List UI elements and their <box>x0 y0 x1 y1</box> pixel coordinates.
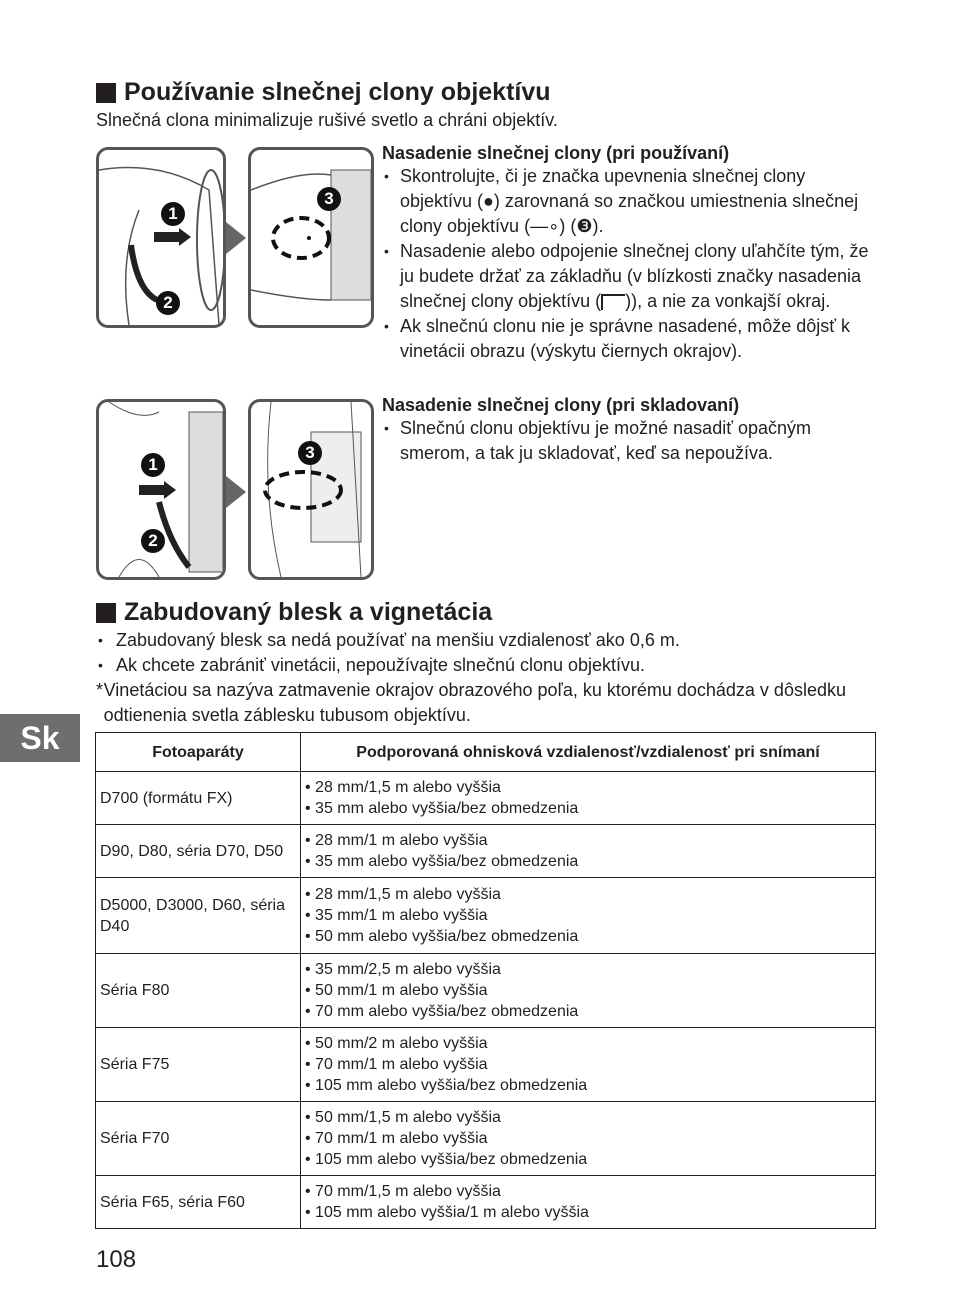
step-2-marker: 2 <box>141 529 165 553</box>
range-text: 35 mm/2,5 m alebo vyššia <box>315 961 501 978</box>
range-item <box>305 926 871 947</box>
step-3-marker: 3 <box>317 187 341 211</box>
illustration-attach-step3 <box>248 147 374 328</box>
range-text: 28 mm/1,5 m alebo vyššia <box>315 779 501 796</box>
heading-text: Zabudovaný blesk a vignetácia <box>124 598 493 626</box>
next-arrow-icon <box>226 476 246 508</box>
bullet: • <box>305 779 316 796</box>
bullet: • <box>305 800 316 817</box>
table-row <box>96 1176 876 1229</box>
table-row <box>96 954 876 1028</box>
focal-range-cell <box>301 1102 876 1176</box>
range-text: 50 mm alebo vyššia/bez obmedzenia <box>315 928 579 945</box>
intro-text: Slnečná clona minimalizuje rušivé svetlo a chráni objektív. <box>96 110 558 130</box>
range-item <box>305 1181 871 1202</box>
table-row <box>96 825 876 878</box>
bullet: • <box>305 1056 316 1073</box>
table-header-row <box>96 733 876 772</box>
camera-cell: Séria F75 <box>96 1028 301 1102</box>
range-text: 105 mm alebo vyššia/1 m alebo vyššia <box>315 1204 589 1221</box>
range-text: 70 mm/1 m alebo vyššia <box>315 1056 488 1073</box>
subheading-in-use: Nasadenie slnečnej clony (pri používaní) <box>382 143 730 163</box>
heading-text: Používanie slnečnej clony objektívu <box>124 78 551 106</box>
section-heading-lens-hood <box>96 78 551 107</box>
illustration-storage-step3 <box>248 399 374 580</box>
header-focal-range: Podporovaná ohnisková vzdialenosť/vzdialenosť pri snímaní <box>301 733 876 772</box>
bullet-no-hood: • Ak chcete zabrániť vinetácii, nepoužívajte slnečnú clonu objektívu. <box>96 653 876 678</box>
text: )), a nie za vonkajší okraj. <box>625 291 831 311</box>
bullet: • <box>305 907 316 924</box>
square-bullet-icon <box>96 83 116 103</box>
bullet: • <box>305 853 316 870</box>
header-cameras: Fotoaparáty <box>96 733 301 772</box>
step-1-marker: 1 <box>161 202 185 226</box>
focal-range-cell <box>301 1028 876 1102</box>
bullet: • <box>305 1109 316 1126</box>
bullet: • <box>305 1151 316 1168</box>
range-item <box>305 830 871 851</box>
range-text: 50 mm/1,5 m alebo vyššia <box>315 1109 501 1126</box>
text: Nasadenie alebo odpojenie slnečnej clony uľahčíte tým, že ju budete držať za základňu (v blízkosti značky nasadenia slnečnej clony objektívu ( <box>400 241 869 311</box>
bullet: • <box>305 961 316 978</box>
step-3-inline-icon: ❸ <box>576 216 593 236</box>
range-item <box>305 798 871 819</box>
range-text: 105 mm alebo vyššia/bez obmedzenia <box>315 1077 588 1094</box>
bullet: • <box>305 1204 316 1221</box>
step-3-marker: 3 <box>298 441 322 465</box>
table-row <box>96 1028 876 1102</box>
camera-cell: D5000, D3000, D60, séria D40 <box>96 878 301 954</box>
range-text: 50 mm/2 m alebo vyššia <box>315 1035 488 1052</box>
flash-notes <box>96 628 876 728</box>
range-item <box>305 1001 871 1022</box>
camera-cell: D700 (formátu FX) <box>96 772 301 825</box>
focal-range-cell <box>301 954 876 1028</box>
range-item <box>305 1107 871 1128</box>
compatibility-table <box>95 732 876 1229</box>
bullet: • <box>305 928 316 945</box>
language-tab: Sk <box>0 714 80 762</box>
focal-range-cell <box>301 825 876 878</box>
bullet: • <box>305 1183 316 1200</box>
bullet-flash-distance: • Zabudovaný blesk sa nedá používať na menšiu vzdialenosť ako 0,6 m. <box>96 628 876 653</box>
bullet-check-marks <box>382 164 872 239</box>
bullet-vignetting-warning: • Ak slnečnú clonu nie je správne nasadené, môže dôjsť k vinetácii obrazu (výskytu čiernych okrajov). <box>382 314 872 364</box>
text: ) zarovnaná so značkou umiestnenia slnečnej clony objektívu ( <box>400 191 859 236</box>
range-text: 70 mm alebo vyššia/bez obmedzenia <box>315 1003 579 1020</box>
step-1-marker: 1 <box>141 453 165 477</box>
page-number: 108 <box>96 1246 137 1273</box>
bullet: • <box>305 1130 316 1147</box>
lens-hood-drawing <box>99 402 223 577</box>
position-mark-icon: —∘ <box>530 216 560 236</box>
range-item <box>305 959 871 980</box>
text: Skontrolujte, či je značka upevnenia slnečnej clony objektívu ( <box>400 166 806 211</box>
focal-range-cell <box>301 1176 876 1229</box>
mounting-mark-icon <box>601 294 625 310</box>
range-item <box>305 884 871 905</box>
asterisk: * <box>96 680 104 700</box>
bullet-hold-base <box>382 239 872 314</box>
bullet-reverse-mount: • Slnečnú clonu objektívu je možné nasadiť opačným smerom, a tak ju skladovať, keď sa nepoužíva. <box>382 416 872 466</box>
illustration-attach-step1 <box>96 147 226 328</box>
bullet: • <box>305 1003 316 1020</box>
range-item <box>305 777 871 798</box>
range-text: 50 mm/1 m alebo vyššia <box>315 982 488 999</box>
range-item <box>305 1075 871 1096</box>
range-text: 70 mm/1 m alebo vyššia <box>315 1130 488 1147</box>
camera-cell: Séria F65, séria F60 <box>96 1176 301 1229</box>
focal-range-cell <box>301 878 876 954</box>
range-text: 28 mm/1 m alebo vyššia <box>315 832 488 849</box>
subheading-storage: Nasadenie slnečnej clony (pri skladovaní) <box>382 395 740 415</box>
camera-cell: Séria F80 <box>96 954 301 1028</box>
step-2-marker: 2 <box>156 291 180 315</box>
bullet: • <box>305 982 316 999</box>
dot-mark-icon: ● <box>483 191 494 211</box>
lens-drawing <box>251 402 371 577</box>
table-row <box>96 878 876 954</box>
range-item <box>305 980 871 1001</box>
camera-cell: Séria F70 <box>96 1102 301 1176</box>
range-text: 35 mm alebo vyššia/bez obmedzenia <box>315 800 579 817</box>
section-heading-flash-vignetting <box>96 598 492 627</box>
range-text: 35 mm/1 m alebo vyššia <box>315 907 488 924</box>
range-text: 105 mm alebo vyššia/bez obmedzenia <box>315 1151 588 1168</box>
range-item <box>305 1128 871 1149</box>
range-item <box>305 1033 871 1054</box>
text: ) ( <box>559 216 577 236</box>
range-item <box>305 905 871 926</box>
range-text: 70 mm/1,5 m alebo vyššia <box>315 1183 501 1200</box>
focal-range-cell <box>301 772 876 825</box>
attach-in-use-section <box>382 143 872 364</box>
range-item <box>305 1202 871 1223</box>
range-text: 35 mm alebo vyššia/bez obmedzenia <box>315 853 579 870</box>
table-row <box>96 772 876 825</box>
lens-drawing <box>251 150 371 325</box>
bullet: • <box>305 832 316 849</box>
bullet: • <box>305 1035 316 1052</box>
bullet: • <box>305 1077 316 1094</box>
range-item <box>305 1149 871 1170</box>
next-arrow-icon <box>226 222 246 254</box>
table-row <box>96 1102 876 1176</box>
illustration-storage-step1 <box>96 399 226 580</box>
range-item <box>305 851 871 872</box>
camera-cell: D90, D80, séria D70, D50 <box>96 825 301 878</box>
square-bullet-icon <box>96 603 116 623</box>
text: ). <box>592 216 604 236</box>
range-item <box>305 1054 871 1075</box>
range-text: 28 mm/1,5 m alebo vyššia <box>315 886 501 903</box>
footnote <box>96 678 876 728</box>
attach-storage-section <box>382 395 872 466</box>
bullet: • <box>305 886 316 903</box>
footnote-text: Vinetáciou sa nazýva zatmavenie okrajov obrazového poľa, ku ktorému dochádza v dôsledku odtienenia svetla záblesku tubusom objektívu. <box>103 680 846 725</box>
